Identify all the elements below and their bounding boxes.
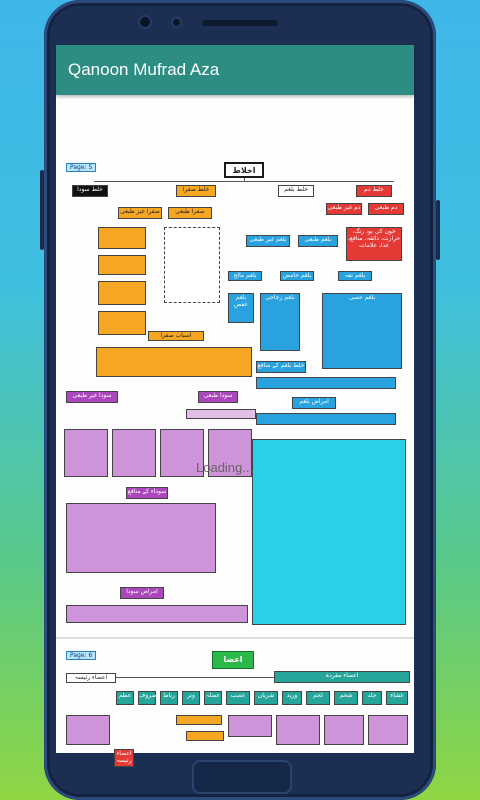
- node-balgham-hasi: بلغم حصی: [322, 293, 402, 369]
- node-orange-a: [176, 715, 222, 725]
- node-purple-c: [276, 715, 320, 745]
- node-purple-text: [66, 503, 216, 573]
- diagram-title: اخلاط: [224, 162, 264, 178]
- node-balgham-malih: بلغم مالح: [228, 271, 262, 281]
- node-amraz-balgham: امراض بلغم: [292, 397, 336, 409]
- node-dam-ghair: دم غیر طبعی: [326, 203, 362, 215]
- page-label: Page: 6: [66, 651, 96, 660]
- node-blue-wide-2: [256, 413, 396, 425]
- node-aza-banner: اعضاء مفردہ: [274, 671, 410, 683]
- node-orange-3: [98, 281, 146, 305]
- node-row-2: غضروف: [138, 691, 156, 705]
- node-safra-ghair: صفرا غیر طبعی: [118, 207, 162, 219]
- node-balgham-zujaji: بلغم زجاجی: [260, 293, 300, 351]
- node-row-12: غشاء: [386, 691, 408, 705]
- app-bar: [56, 45, 414, 95]
- node-purple-row: [186, 409, 256, 419]
- node-dam: خلط دم: [356, 185, 392, 197]
- node-sauda-ghair: سودا غیر طبعی: [66, 391, 118, 403]
- node-purple-2: [112, 429, 156, 477]
- front-camera-icon: [140, 17, 150, 27]
- node-purple-d: [324, 715, 364, 745]
- node-safra-list: [96, 347, 252, 377]
- power-button: [436, 200, 440, 260]
- node-balgham-ghair: بلغم غیر طبعی: [246, 235, 290, 247]
- node-list-blue: [252, 439, 406, 625]
- node-blue-wide: [256, 377, 396, 389]
- node-sauda-manafa: سوداء کے منافع: [126, 487, 168, 499]
- node-dotted-list: [164, 227, 220, 303]
- document-viewer[interactable]: [56, 95, 414, 764]
- node-balgham-afas: بلغم عفص: [228, 293, 254, 323]
- earpiece: [202, 20, 278, 26]
- info-box: خون کی بو، رنگ، حرارت، ذائقہ، منافع، غذا، علامات: [346, 227, 402, 261]
- node-sauda-tabai: سودا طبعی: [198, 391, 238, 403]
- volume-button: [40, 170, 44, 250]
- node-purple-bottom: [66, 605, 248, 623]
- node-balgham-tafa: بلغم تفہ: [338, 271, 372, 281]
- node-purple-b: [228, 715, 272, 737]
- node-row-6: عصب: [226, 691, 250, 705]
- diagram-title: اعضا: [212, 651, 254, 669]
- home-button[interactable]: [192, 760, 292, 794]
- node-aza-rayisa: اعضاء رئیسہ: [66, 673, 116, 683]
- screen: [56, 45, 414, 764]
- node-safra: خلط صفرا: [176, 185, 216, 197]
- node-row-8: ورید: [282, 691, 302, 705]
- node-purple-e: [368, 715, 408, 745]
- node-orange-2: [98, 255, 146, 275]
- node-row-7: شریان: [254, 691, 278, 705]
- node-manafa: خلط بلغم کے منافع: [256, 361, 306, 373]
- node-balgham-hamiz: بلغم حامض: [280, 271, 314, 281]
- node-sauda: خلط سودا: [72, 185, 108, 197]
- node-orange-1: [98, 227, 146, 249]
- sensor-icon: [173, 19, 180, 26]
- node-row-4: وتر: [182, 691, 200, 705]
- node-dam-tabai: دم طبعی: [368, 203, 404, 215]
- node-amraz-sauda: امراض سودا: [120, 587, 164, 599]
- node-safra-tabai: صفرا طبعی: [168, 207, 212, 219]
- node-row-10: شحم: [334, 691, 358, 705]
- page-label: Page: 5: [66, 163, 96, 172]
- node-orange-4: [98, 311, 146, 335]
- node-bottom-1: اعضاء رئیسہ: [114, 749, 134, 767]
- node-asbab-safra: اسباب صفرا: [148, 331, 204, 341]
- node-row-5: عضلہ: [204, 691, 222, 705]
- loading-indicator: Loading...: [196, 460, 254, 475]
- node-purple-a: [66, 715, 110, 745]
- page-separator: [56, 637, 414, 639]
- app-title: Qanoon Mufrad Aza: [68, 60, 220, 79]
- connector-line: [244, 178, 245, 182]
- node-row-1: عظم: [116, 691, 134, 705]
- node-row-9: لحم: [306, 691, 330, 705]
- node-purple-1: [64, 429, 108, 477]
- node-orange-b: [186, 731, 224, 741]
- node-row-3: رباط: [160, 691, 178, 705]
- node-balgham: خلط بلغم: [278, 185, 314, 197]
- node-balgham-tabai: بلغم طبعی: [298, 235, 338, 247]
- node-row-11: جلد: [362, 691, 382, 705]
